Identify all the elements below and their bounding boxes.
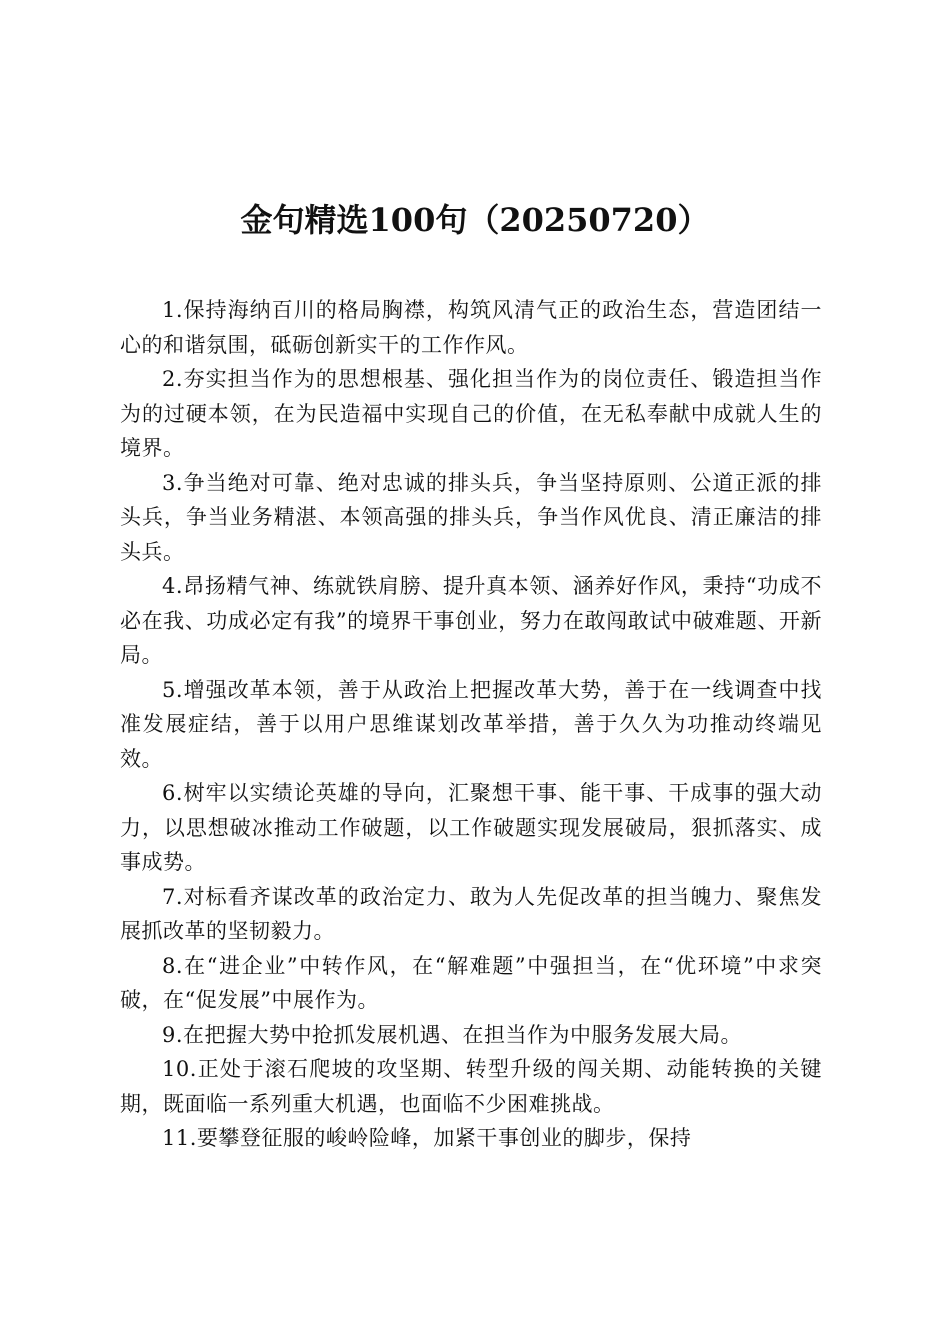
- paragraph-4: 4.昂扬精气神、练就铁肩膀、提升真本领、涵养好作风，秉持“功成不必在我、功成必定有我”的境界干事创业，努力在敢闯敢试中破难题、开新局。: [120, 574, 822, 667]
- paragraph-3: 3.争当绝对可靠、绝对忠诚的排头兵，争当坚持原则、公道正派的排头兵，争当业务精湛、本领高强的排头兵，争当作风优良、清正廉洁的排头兵。: [120, 470, 822, 564]
- paragraph-1: 1.保持海纳百川的格局胸襟，构筑风清气正的政治生态，营造团结一心的和谐氛围，砥砺创新实干的工作作风。: [120, 298, 822, 357]
- document-title: 金句精选100句（20250720）: [240, 201, 710, 239]
- paragraph-2: 2.夯实担当作为的思想根基、强化担当作为的岗位责任、锻造担当作为的过硬本领，在为民造福中实现自己的价值，在无私奉献中成就人生的境界。: [120, 367, 822, 460]
- paragraph-8: 8.在“进企业”中转作风，在“解难题”中强担当，在“优环境”中求突破，在“促发展”中展作为。: [120, 953, 822, 1012]
- paragraph-5: 5.增强改革本领，善于从政治上把握改革大势，善于在一线调查中找准发展症结，善于以用户思维谋划改革举措，善于久久为功推动终端见效。: [120, 677, 822, 771]
- paragraph-7: 7.对标看齐谋改革的政治定力、敢为人先促改革的担当魄力、聚焦发展抓改革的坚韧毅力。: [120, 884, 822, 943]
- paragraph-10: 10.正处于滚石爬坡的攻坚期、转型升级的闯关期、动能转换的关键期，既面临一系列重大机遇，也面临不少困难挑战。: [120, 1057, 822, 1116]
- document-body: [120, 293, 822, 1193]
- paragraph-6: 6.树牢以实绩论英雄的导向，汇聚想干事、能干事、干成事的强大动力，以思想破冰推动工作破题，以工作破题实现发展破局，狠抓落实、成事成势。: [120, 781, 822, 874]
- paragraph-11: 11.要攀登征服的峻岭险峰，加紧干事创业的脚步，保持: [162, 1126, 692, 1150]
- paragraph-9: 9.在把握大势中抢抓发展机遇、在担当作为中服务发展大局。: [162, 1022, 743, 1047]
